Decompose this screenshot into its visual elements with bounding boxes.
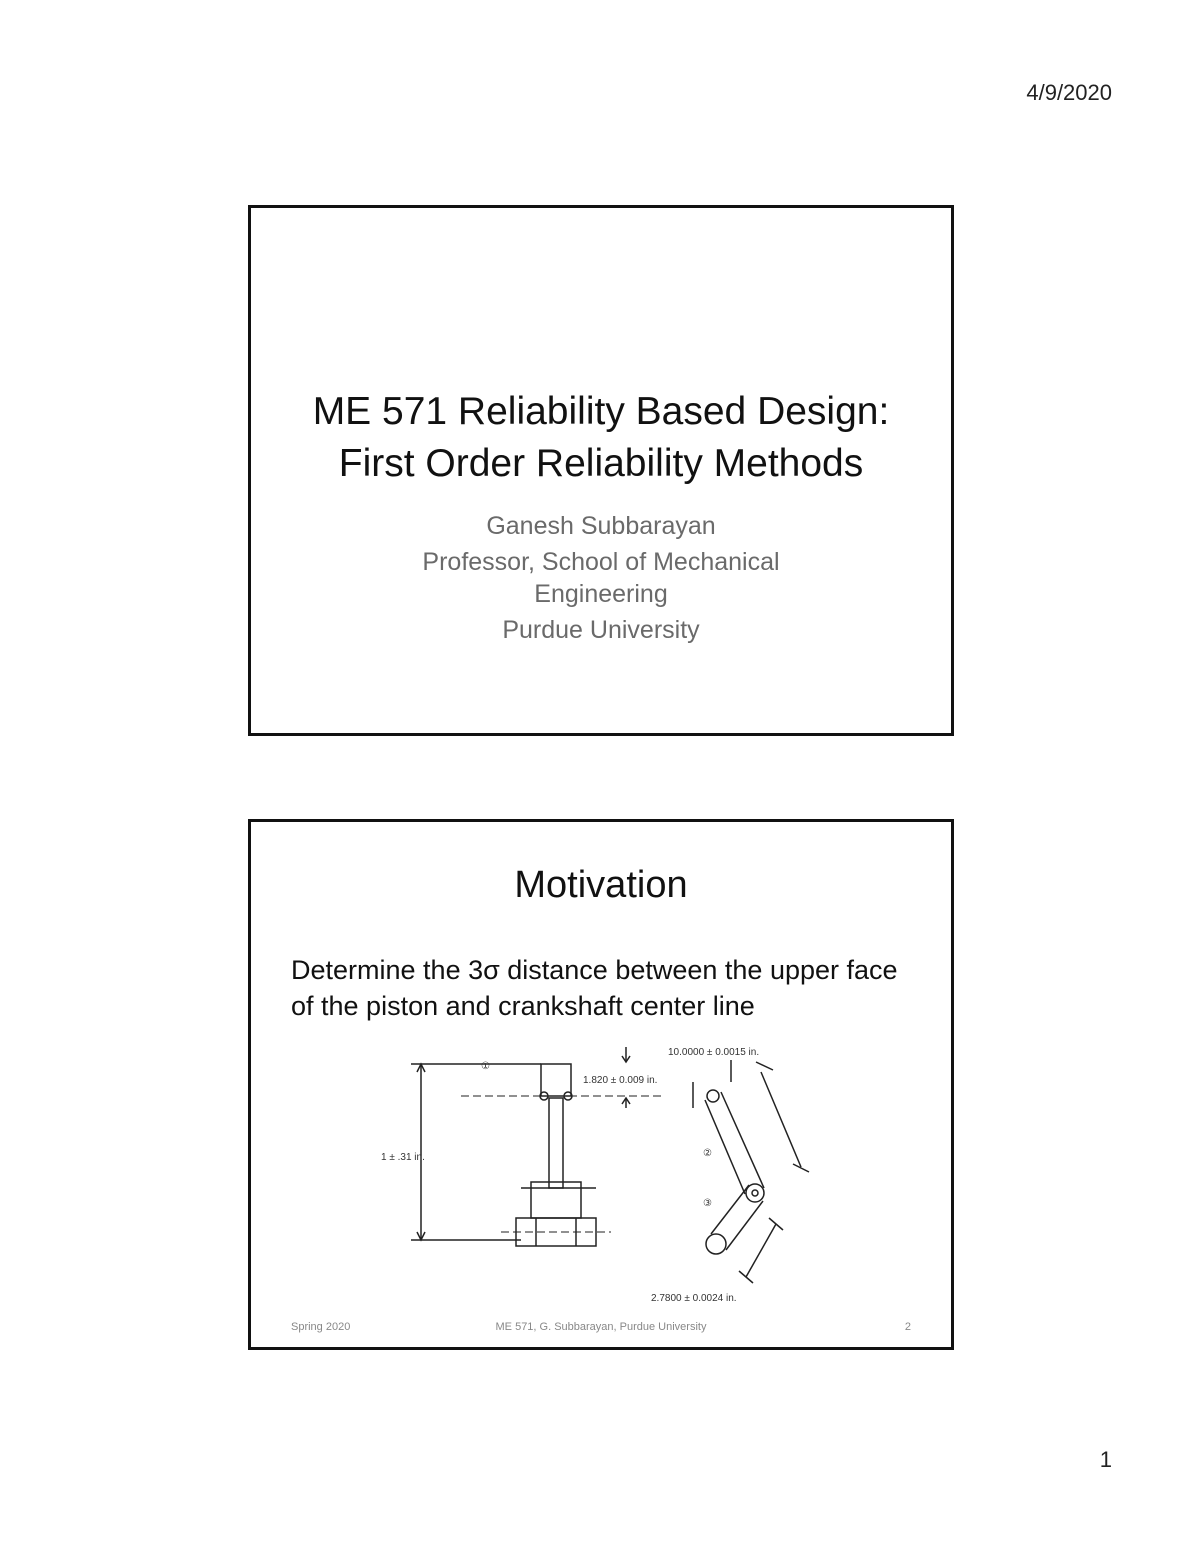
page-number: 1 xyxy=(1099,1447,1112,1472)
piston-crank-diagram xyxy=(381,1042,821,1304)
footer-slide-number: 2 xyxy=(904,1321,911,1333)
part-label-3: ③ xyxy=(703,1198,712,1209)
part-label-1: ① xyxy=(481,1061,490,1072)
piston-block xyxy=(541,1064,571,1096)
dimension-label-top: 10.0000 ± 0.0015 in. xyxy=(668,1047,760,1058)
slide-motivation xyxy=(248,819,954,1350)
dimension-label-crank: 2.7800 ± 0.0024 in. xyxy=(651,1293,737,1304)
author-affiliation: Professor, School of Mechanical Engineering xyxy=(422,548,780,608)
connecting-rod xyxy=(549,1098,563,1188)
slide-heading: Motivation xyxy=(514,864,688,906)
author-name: Ganesh Subbarayan xyxy=(486,512,716,540)
title-line-1: ME 571 Reliability Based Design: xyxy=(312,390,890,433)
slide-subtitle xyxy=(401,510,801,646)
university-name: Purdue University xyxy=(502,616,700,644)
page-date: 4/9/2020 xyxy=(1026,80,1112,105)
part-label-2: ② xyxy=(703,1148,712,1159)
pin-top xyxy=(707,1090,719,1102)
dimension-label-total: 1 ± .31 in. xyxy=(381,1152,425,1163)
pin-middle xyxy=(746,1184,764,1202)
dimension-label-piston: 1.820 ± 0.009 in. xyxy=(583,1075,658,1086)
pin-bottom xyxy=(706,1234,726,1254)
slide-footer xyxy=(291,1321,911,1335)
footer-course: ME 571, G. Subbarayan, Purdue University xyxy=(495,1321,707,1333)
slide-body-text: Determine the 3σ distance between the upper face of the piston and crankshaft center line xyxy=(291,955,898,1021)
footer-term: Spring 2020 xyxy=(291,1321,351,1333)
slide-title-heading xyxy=(251,386,951,490)
slide-title xyxy=(248,205,954,736)
title-line-2: First Order Reliability Methods xyxy=(338,442,864,485)
